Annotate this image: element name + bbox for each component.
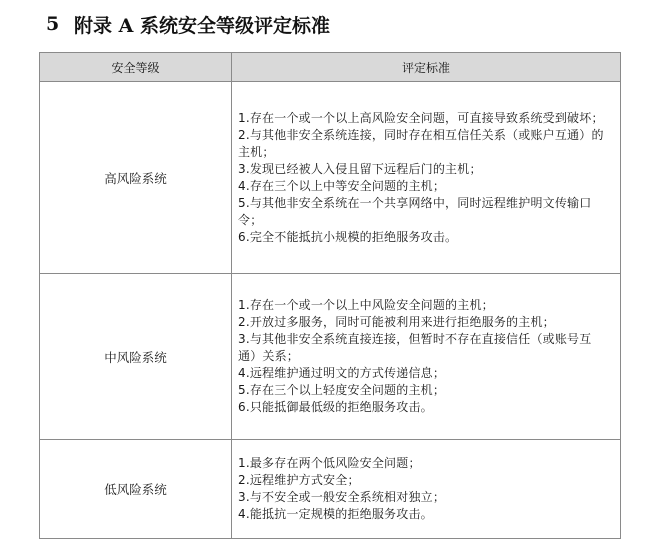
level-cell: 低风险系统 (40, 440, 232, 539)
criteria-item: 4.存在三个以上中等安全问题的主机； (238, 178, 446, 193)
criteria-item: 3.发现已经被人入侵且留下远程后门的主机； (238, 161, 482, 176)
table-row (40, 440, 621, 539)
section-number: 5 (46, 13, 60, 35)
level-cell: 中风险系统 (40, 274, 232, 440)
criteria-item: 6.只能抵御最低级的拒绝服务攻击。 (238, 400, 433, 414)
criteria-item: 3.与其他非安全系统直接连接，但暂时不存在直接信任（或账号互通）关系； (238, 332, 592, 363)
criteria-cell (232, 82, 621, 274)
criteria-list (238, 455, 608, 523)
criteria-item: 2.远程维护方式安全； (238, 473, 360, 487)
criteria-item: 6.完全不能抵抗小规模的拒绝服务攻击。 (238, 229, 458, 244)
section-title: 附录 A 系统安全等级评定标准 (74, 14, 330, 37)
security-level-table (39, 52, 621, 539)
criteria-item: 1.存在一个或一个以上中风险安全问题的主机； (238, 298, 494, 312)
criteria-item: 3.与不安全或一般安全系统相对独立； (238, 490, 446, 504)
criteria-item: 2.与其他非安全系统连接，同时存在相互信任关系（或账户互通）的主机； (238, 127, 604, 159)
criteria-cell (232, 440, 621, 539)
level-cell: 高风险系统 (40, 82, 232, 274)
table-row (40, 274, 621, 440)
criteria-item: 1.最多存在两个低风险安全问题； (238, 456, 421, 470)
header-criteria: 评定标准 (232, 53, 621, 82)
criteria-item: 1.存在一个或一个以上高风险安全问题，可直接导致系统受到破坏； (238, 110, 604, 125)
criteria-item: 2.开放过多服务，同时可能被利用来进行拒绝服务的主机； (238, 315, 555, 329)
table-header-row (40, 53, 621, 82)
criteria-item: 5.与其他非安全系统在一个共享网络中，同时远程维护明文传输口令； (238, 195, 592, 227)
criteria-item: 5.存在三个以上轻度安全问题的主机； (238, 383, 446, 397)
criteria-list (238, 297, 608, 416)
criteria-list (238, 110, 608, 246)
section-heading (46, 8, 330, 40)
header-security-level: 安全等级 (40, 53, 232, 82)
table-row (40, 82, 621, 274)
criteria-item: 4.能抵抗一定规模的拒绝服务攻击。 (238, 507, 433, 521)
criteria-cell (232, 274, 621, 440)
criteria-item: 4.远程维护通过明文的方式传递信息； (238, 366, 446, 380)
